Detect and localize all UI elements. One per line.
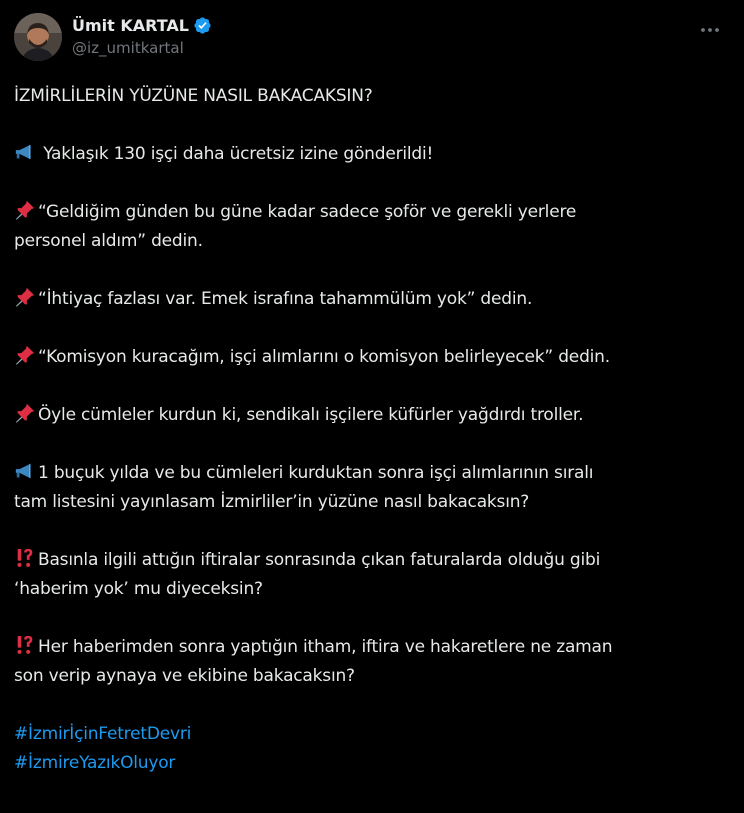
paragraph-text: Öyle cümleler kurdun ki, sendikalı işçilere küfürler yağdırdı troller. (38, 405, 584, 425)
pushpin-icon (14, 402, 36, 424)
pushpin-icon (14, 344, 36, 366)
exclamation-question-icon (14, 634, 36, 656)
avatar-photo-icon (14, 13, 62, 61)
verified-badge-icon[interactable] (193, 16, 212, 35)
paragraph-text: Her haberimden sonra yaptığın itham, iftira ve hakaretlere ne zaman son verip aynaya ve ekibine bakacaksın? (14, 637, 613, 686)
hashtag-link[interactable]: #İzmirİçinFetretDevri (14, 724, 192, 744)
paragraph-text: İZMİRLİLERİN YÜZÜNE NASIL BAKACAKSIN? (14, 86, 373, 106)
tweet-paragraph (14, 546, 730, 604)
pushpin-icon (14, 199, 36, 221)
more-horizontal-icon (698, 20, 722, 40)
tweet-paragraph (14, 140, 730, 169)
paragraph-text: “İhtiyaç fazlası var. Emek israfına tahammülüm yok” dedin. (38, 289, 533, 309)
tweet-paragraph (14, 198, 730, 256)
hashtag-link[interactable]: #İzmireYazıkOluyor (14, 753, 176, 773)
more-options-button[interactable] (698, 20, 722, 40)
hashtags (14, 720, 730, 778)
display-name[interactable]: Ümit KARTAL (72, 15, 189, 35)
exclamation-question-icon (14, 547, 36, 569)
author-block (72, 14, 212, 57)
paragraph-text: Yaklaşık 130 işçi daha ücretsiz izine gönderildi! (38, 144, 434, 164)
tweet-paragraph (14, 459, 730, 517)
tweet-paragraph (14, 633, 730, 691)
paragraph-text: “Geldiğim günden bu güne kadar sadece şoför ve gerekli yerlere personel aldım” dedin. (14, 202, 577, 251)
pushpin-icon (14, 286, 36, 308)
paragraph-text: 1 buçuk yılda ve bu cümleleri kurduktan sonra işçi alımlarının sıralı tam listesini yayınlasam İzmirliler’in yüzüne nasıl bakacaksın? (14, 463, 594, 512)
paragraph-text: Basınla ilgili attığın iftiralar sonrasında çıkan faturalarda olduğu gibi ‘haberim yok’ mu diyeceksin? (14, 550, 601, 599)
paragraph-text: “Komisyon kuracağım, işçi alımlarını o komisyon belirleyecek” dedin. (38, 347, 610, 367)
megaphone-icon (14, 141, 36, 163)
avatar[interactable] (14, 13, 62, 61)
handle[interactable]: @iz_umitkartal (72, 39, 184, 57)
tweet-paragraph (14, 82, 730, 111)
tweet-header (14, 12, 730, 62)
tweet-paragraph (14, 343, 730, 372)
name-row (72, 14, 212, 36)
tweet-paragraph (14, 285, 730, 314)
tweet-paragraph (14, 401, 730, 430)
megaphone-icon (14, 460, 36, 482)
tweet-text (14, 82, 730, 778)
